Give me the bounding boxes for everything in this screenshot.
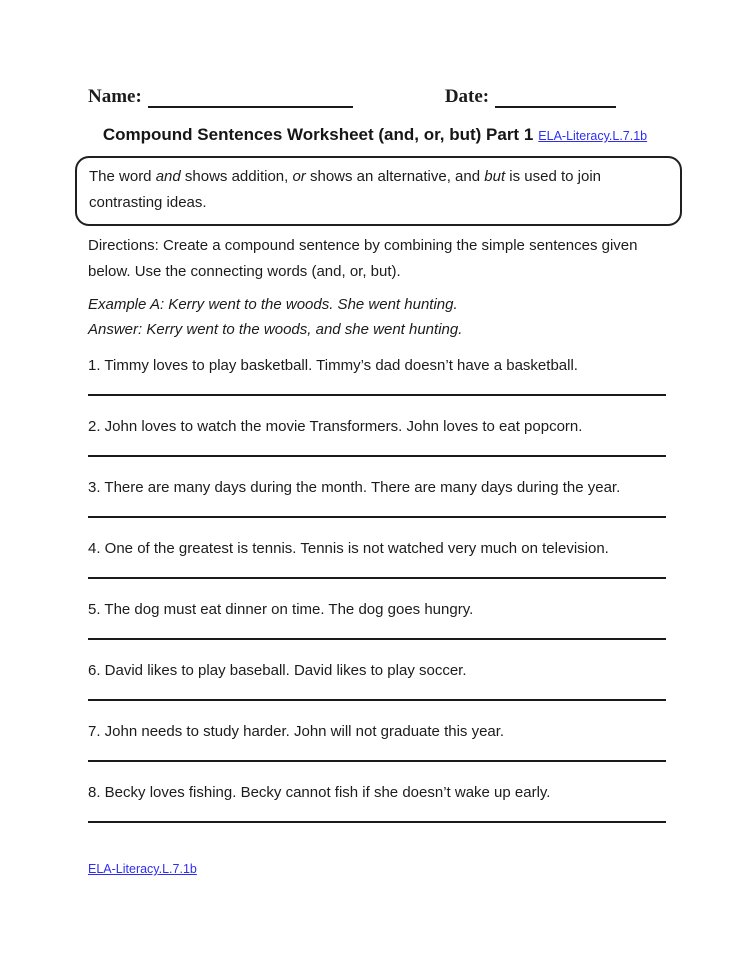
item-sentence: 4. One of the greatest is tennis. Tennis is not watched very much on television.: [88, 540, 609, 557]
name-date-header: [88, 86, 616, 108]
answer-blank-line: [88, 394, 666, 396]
example-answer: Answer: Kerry went to the woods, and she went hunting.: [88, 321, 463, 338]
worksheet-item: [88, 417, 666, 457]
worksheet-item: [88, 478, 666, 518]
standard-link-title[interactable]: ELA-Literacy.L.7.1b: [538, 129, 648, 143]
worksheet-item: [88, 661, 666, 701]
answer-blank-line: [88, 577, 666, 579]
title-row: [0, 125, 750, 145]
worksheet-item: [88, 722, 666, 762]
answer-blank-line: [88, 699, 666, 701]
example-block: [88, 292, 670, 342]
worksheet-item: [88, 600, 666, 640]
item-sentence: 3. There are many days during the month. There are many days during the year.: [88, 479, 621, 496]
items-list: [88, 356, 666, 844]
page-title: Compound Sentences Worksheet (and, or, but) Part 1: [102, 125, 534, 144]
definition-text: The word and shows addition, or shows an alternative, and but is used to join contrasting ideas.: [89, 168, 602, 211]
item-sentence: 8. Becky loves fishing. Becky cannot fish if she doesn’t wake up early.: [88, 784, 551, 801]
worksheet-item: [88, 356, 666, 396]
answer-blank-line: [88, 516, 666, 518]
answer-blank-line: [88, 638, 666, 640]
directions-text: Directions: Create a compound sentence by combining the simple sentences given below. Use the connecting words (and, or, but).: [88, 237, 638, 280]
worksheet-item: [88, 539, 666, 579]
item-sentence: 1. Timmy loves to play basketball. Timmy’s dad doesn’t have a basketball.: [88, 357, 578, 374]
definition-box: [75, 156, 682, 226]
item-sentence: 5. The dog must eat dinner on time. The dog goes hungry.: [88, 601, 474, 618]
date-label: Date:: [444, 86, 490, 107]
worksheet-item: [88, 783, 666, 823]
answer-blank-line: [88, 760, 666, 762]
standard-link-footer[interactable]: ELA-Literacy.L.7.1b: [88, 862, 197, 876]
date-blank-line: [495, 87, 616, 108]
item-sentence: 7. John needs to study harder. John will not graduate this year.: [88, 723, 505, 740]
name-blank-line: [148, 87, 353, 108]
item-sentence: 2. John loves to watch the movie Transformers. John loves to eat popcorn.: [88, 418, 583, 435]
item-sentence: 6. David likes to play baseball. David likes to play soccer.: [88, 662, 467, 679]
answer-blank-line: [88, 455, 666, 457]
answer-blank-line: [88, 821, 666, 823]
name-label: Name:: [88, 86, 142, 107]
example-prompt: Example A: Kerry went to the woods. She went hunting.: [88, 296, 458, 313]
footer: [88, 862, 197, 876]
